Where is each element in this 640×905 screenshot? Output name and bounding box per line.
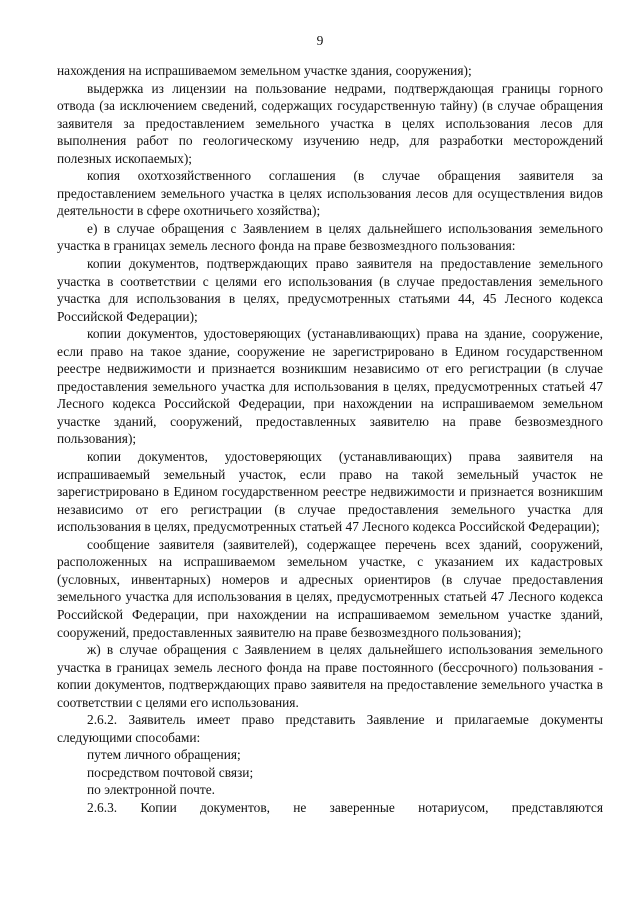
paragraph-right-documents-copies: копии документов, подтверждающих право заявителя на предоставление земельного участка в соответствии с целями его использования (в случае предоставления земельного участка для использования в целях, предусмотренных статьями 44, 45 Лесного кодекса Российской Федерации); [57,256,603,324]
paragraph-subsoil-license-extract: выдержка из лицензии на пользование недрами, подтверждающая границы горного отвода (за исключением сведений, содержащих государственную тайну) (в случае обращения заявителя за предоставлением земельного участка в целях использования лесов для выполнения работ по геологическому изучению недр, для разработки месторождений полезных ископаемых); [57,80,603,166]
list-item-email: по электронной почте. [87,782,216,798]
paragraph-land-rights-copies: копии документов, удостоверяющих (устанавливающих) права заявителя на испрашиваемый земельный участок, если право на такой земельный участок не зарегистрировано в Едином государственном реестре недвижимости и признается возникшим независимо от его регистрации (в случае предоставления земельного участка для использования в целях, предусмотренных статьей 47 Лесного кодекса Российской Федерации); [57,449,603,535]
paragraph-continuation: нахождения на испрашиваемом земельном участке здания, сооружения); [57,63,472,78]
paragraph-applicant-message: сообщение заявителя (заявителей), содержащее перечень всех зданий, сооружений, расположенных на испрашиваемом земельном участке, с указанием их кадастровых (условных, инвентарных) номеров и адресных ориентиров (в случае предоставления земельного участка для использования в целях, предусмотренных статьей 47 Лесного кодекса Российской Федерации, при нахождении на испрашиваемом земельном участке зданий, сооружений, предоставленных заявителю на праве безвозмездного пользования); [57,536,603,640]
document-body [57,62,603,817]
paragraph-2-6-2: 2.6.2. Заявитель имеет право представить Заявление и прилагаемые документы следующими способами: [57,712,603,745]
paragraph-item-zh: ж) в случае обращения с Заявлением в целях дальнейшего использования земельного участка в границах земель лесного фонда на праве постоянного (бессрочного) пользования - копии документов, подтверждающих право заявителя на предоставление земельного участка в соответствии с целями его использования. [57,642,603,710]
paragraph-hunting-agreement-copy: копия охотхозяйственного соглашения (в случае обращения заявителя за предоставлением земельного участка в целях использования лесов для осуществления видов деятельности в сфере охотничьего хозяйства); [57,168,603,219]
list-item-personal: путем личного обращения; [87,747,241,763]
paragraph-building-rights-copies: копии документов, удостоверяющих (устанавливающих) права на здание, сооружение, если право на такое здание, сооружение не зарегистрировано в Едином государственном реестре недвижимости и признается возникшим независимо от его регистрации (в случае предоставления земельного участка для использования в целях, предусмотренных статьей 47 Лесного кодекса Российской Федерации, при нахождении на испрашиваемом земельном участке зданий, сооружений, предоставленных заявителю на праве безвозмездного пользования); [57,326,603,447]
paragraph-2-6-3: 2.6.3. Копии документов, не заверенные нотариусом, представляются [87,799,603,815]
list-item-postal: посредством почтовой связи; [87,764,254,780]
paragraph-item-e: е) в случае обращения с Заявлением в целях дальнейшего использования земельного участка в границах земель лесного фонда на праве безвозмездного пользования: [57,220,603,254]
page-number: 9 [316,33,324,48]
